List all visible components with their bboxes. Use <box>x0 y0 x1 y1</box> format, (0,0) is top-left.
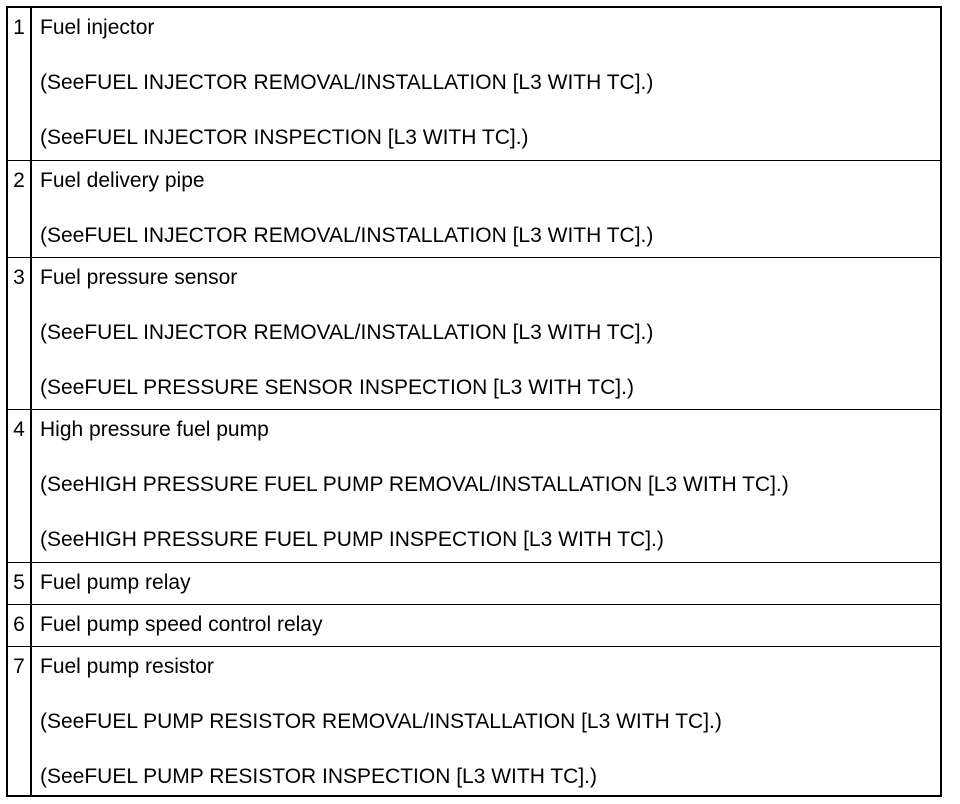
item-number: 3 <box>8 257 31 409</box>
item-cell <box>31 409 940 562</box>
item-cell <box>31 257 940 409</box>
item-number: 5 <box>8 562 31 604</box>
item-reference-link[interactable]: (SeeFUEL PUMP RESISTOR INSPECTION [L3 WITH TC].) <box>40 764 597 788</box>
item-reference-link[interactable]: (SeeFUEL PRESSURE SENSOR INSPECTION [L3 WITH TC].) <box>40 375 634 399</box>
item-name: Fuel delivery pipe <box>40 168 205 192</box>
item-number: 2 <box>8 160 31 257</box>
item-reference-link[interactable]: (SeeFUEL INJECTOR REMOVAL/INSTALLATION [L3 WITH TC].) <box>40 320 654 344</box>
item-number: 7 <box>8 646 31 795</box>
table-row <box>8 604 940 646</box>
item-name: Fuel pump resistor <box>40 654 214 678</box>
item-reference-link[interactable]: (SeeFUEL INJECTOR INSPECTION [L3 WITH TC].) <box>40 126 529 149</box>
item-name: Fuel pressure sensor <box>40 265 238 289</box>
item-cell <box>31 8 940 160</box>
table-row <box>8 562 940 604</box>
item-name: Fuel pump speed control relay <box>40 612 323 636</box>
item-reference-link[interactable]: (SeeFUEL PUMP RESISTOR REMOVAL/INSTALLATION [L3 WITH TC].) <box>40 709 722 733</box>
item-cell <box>31 604 940 646</box>
item-number: 1 <box>8 8 31 160</box>
item-number: 4 <box>8 409 31 562</box>
item-reference-link[interactable]: (SeeFUEL INJECTOR REMOVAL/INSTALLATION [L3 WITH TC].) <box>40 71 654 94</box>
item-cell <box>31 160 940 257</box>
table-row <box>8 646 940 795</box>
table-row <box>8 409 940 562</box>
item-number: 6 <box>8 604 31 646</box>
item-name: Fuel injector <box>40 16 155 39</box>
table-row <box>8 160 940 257</box>
item-cell <box>31 562 940 604</box>
parts-table-grid <box>8 8 940 795</box>
table-row <box>8 8 940 160</box>
item-reference-link[interactable]: (SeeFUEL INJECTOR REMOVAL/INSTALLATION [L3 WITH TC].) <box>40 223 654 247</box>
item-reference-link[interactable]: (SeeHIGH PRESSURE FUEL PUMP INSPECTION [L3 WITH TC].) <box>40 527 664 551</box>
table-row <box>8 257 940 409</box>
item-reference-link[interactable]: (SeeHIGH PRESSURE FUEL PUMP REMOVAL/INSTALLATION [L3 WITH TC].) <box>40 472 789 496</box>
item-name: Fuel pump relay <box>40 570 191 594</box>
item-cell <box>31 646 940 795</box>
item-name: High pressure fuel pump <box>40 417 269 441</box>
parts-table <box>6 6 942 797</box>
